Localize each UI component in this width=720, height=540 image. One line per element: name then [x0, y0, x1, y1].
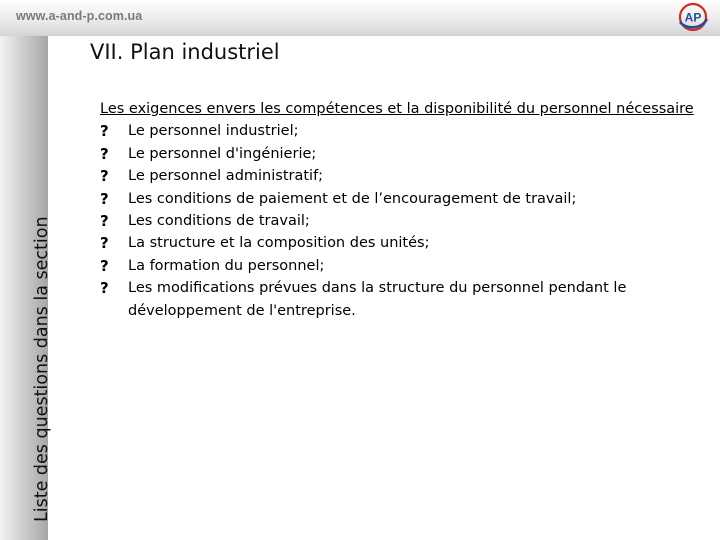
- sidebar-title: Liste des questions dans la section: [32, 216, 52, 522]
- list-item-text: Le personnel d'ingénierie;: [128, 145, 317, 162]
- bullet-marker: ?: [100, 279, 109, 298]
- list-item: [100, 277, 700, 322]
- list-item: [100, 188, 700, 210]
- slide-content: [100, 98, 700, 322]
- bullet-list: [100, 120, 700, 322]
- list-item: [100, 232, 700, 254]
- list-item-text: Les conditions de paiement et de l’encouragement de travail;: [128, 190, 577, 207]
- list-item: [100, 210, 700, 232]
- slide-title: VII. Plan industriel: [90, 40, 280, 64]
- list-item-text: Les conditions de travail;: [128, 213, 310, 230]
- bullet-marker: ?: [100, 256, 109, 275]
- list-item: [100, 143, 700, 165]
- list-item-text: Les modifications prévues dans la structure du personnel pendant le développement de l'entreprise.: [128, 280, 627, 319]
- list-item-text: Le personnel industriel;: [128, 123, 299, 140]
- company-logo: [676, 2, 710, 32]
- list-item-text: Le personnel administratif;: [128, 168, 324, 185]
- list-item-text: La structure et la composition des unités;: [128, 235, 430, 252]
- list-item-text: La formation du personnel;: [128, 257, 325, 274]
- list-item: [100, 120, 700, 142]
- bullet-marker: ?: [100, 122, 109, 141]
- header-bar: [0, 0, 720, 36]
- sidebar: [0, 36, 52, 540]
- bullet-marker: ?: [100, 167, 109, 186]
- bullet-marker: ?: [100, 212, 109, 231]
- list-item: [100, 165, 700, 187]
- intro-text: Les exigences envers les compétences et la disponibilité du personnel nécessaire: [100, 101, 694, 117]
- bullet-marker: ?: [100, 144, 109, 163]
- bullet-marker: ?: [100, 189, 109, 208]
- logo-text: AP: [684, 10, 702, 25]
- list-item: [100, 255, 700, 277]
- website-url[interactable]: www.a-and-p.com.ua: [16, 9, 143, 23]
- bullet-marker: ?: [100, 234, 109, 253]
